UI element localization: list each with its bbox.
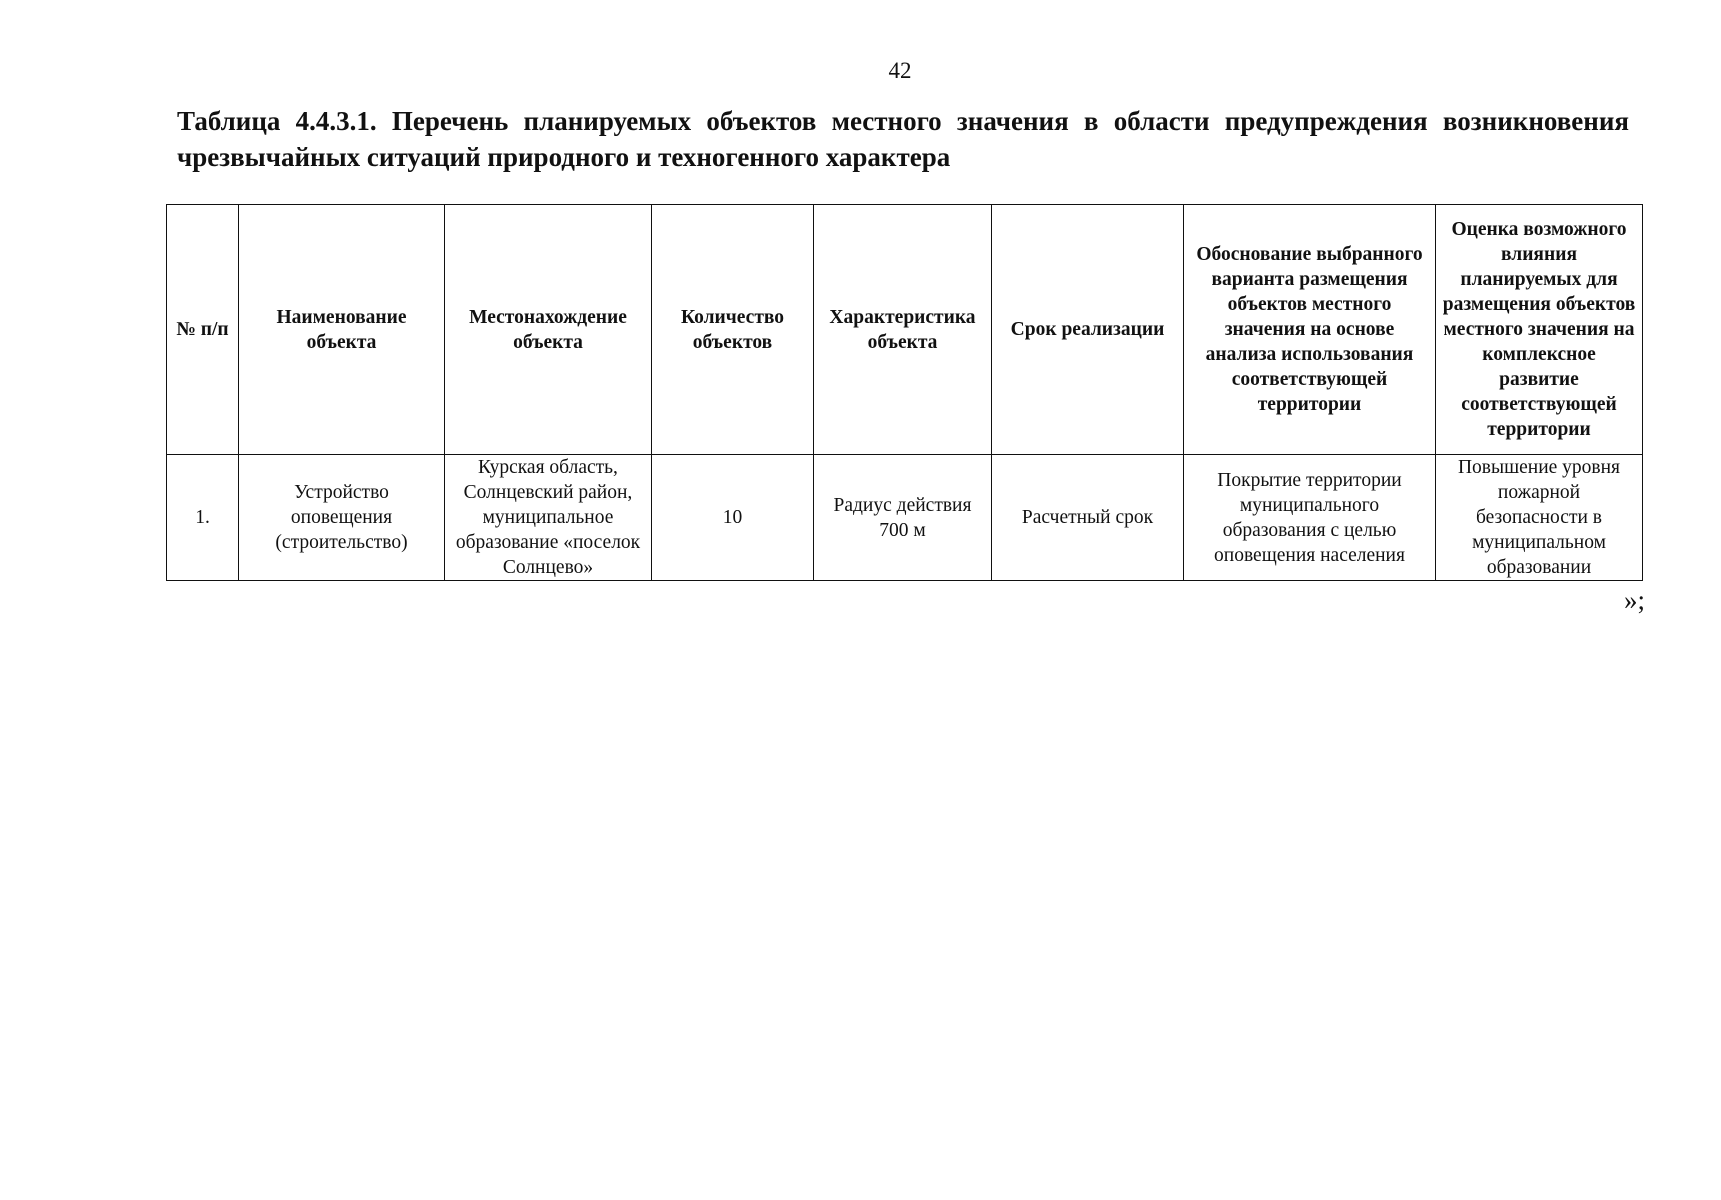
table-header-row xyxy=(167,205,1643,455)
page-number: 42 xyxy=(888,58,912,83)
header-justification: Обоснование выбранного варианта размещения объектов местного значения на основе анализа использования соответствующей территории xyxy=(1184,205,1436,455)
header-term: Срок реализации xyxy=(992,205,1184,455)
cell-name: Устройство оповещения (строительство) xyxy=(239,455,445,581)
table-title: Таблица 4.4.3.1. Перечень планируемых объектов местного значения в области предупреждения возникновения чрезвычайных ситуаций природного и техногенного характера xyxy=(177,106,1629,172)
header-name: Наименование объекта xyxy=(239,205,445,455)
header-impact: Оценка возможного влияния планируемых для размещения объектов местного значения на комплексное развитие соответствующей территории xyxy=(1436,205,1643,455)
header-number: № п/п xyxy=(167,205,239,455)
header-characteristic: Характеристика объекта xyxy=(814,205,992,455)
cell-characteristic: Радиус действия 700 м xyxy=(814,455,992,581)
objects-table xyxy=(166,204,1643,581)
cell-location: Курская область, Солнцевский район, муниципальное образование «поселок Солнцево» xyxy=(445,455,652,581)
cell-number: 1. xyxy=(167,455,239,581)
header-location: Местонахождение объекта xyxy=(445,205,652,455)
cell-term: Расчетный срок xyxy=(992,455,1184,581)
cell-justification: Покрытие территории муниципального образования с целью оповещения населения xyxy=(1184,455,1436,581)
table-row xyxy=(167,455,1643,581)
cell-count: 10 xyxy=(652,455,814,581)
header-count: Количество объектов xyxy=(652,205,814,455)
closing-quote-mark: »; xyxy=(1624,585,1646,615)
cell-impact: Повышение уровня пожарной безопасности в муниципальном образовании xyxy=(1436,455,1643,581)
